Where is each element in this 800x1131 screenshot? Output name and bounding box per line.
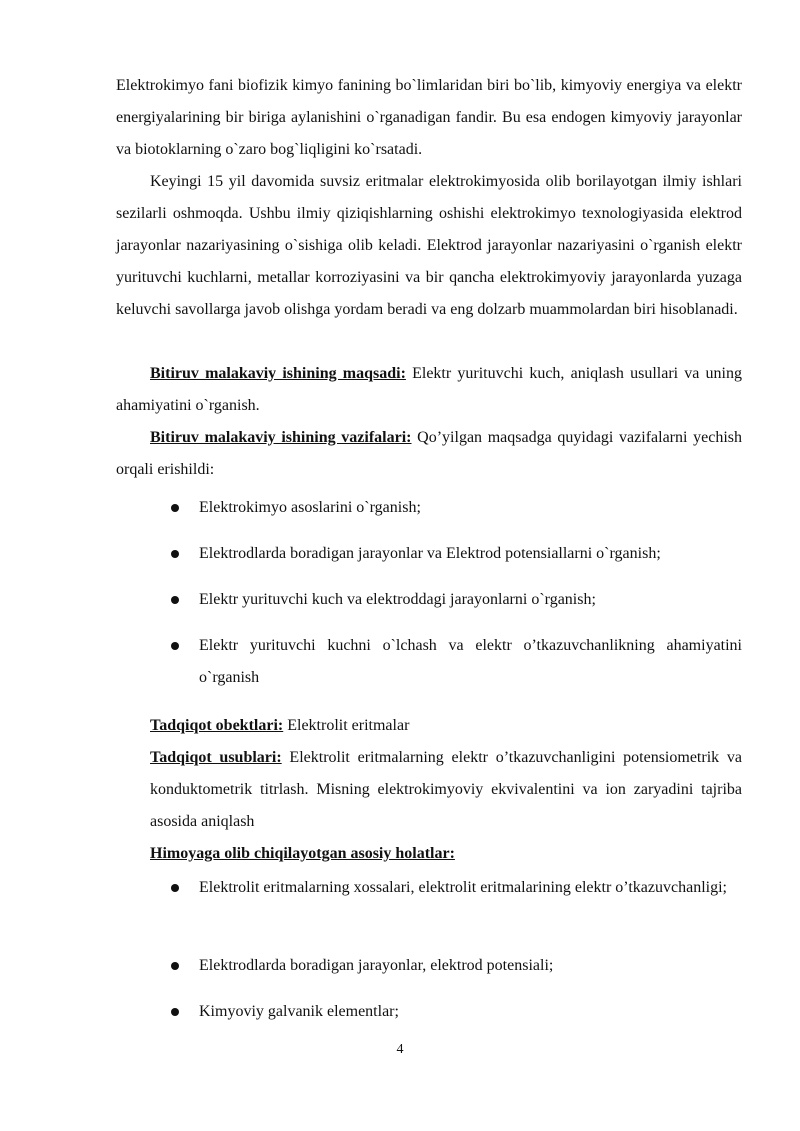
goal-paragraph [116, 358, 742, 422]
task-item: Elektr yurituvchi kuch va elektroddagi jarayonlarni o`rganish; [199, 591, 596, 608]
objects-heading: Tadqiqot obektlari: [150, 717, 284, 734]
objects-paragraph [150, 710, 742, 742]
bullet-icon [171, 962, 179, 970]
goal-heading: Bitiruv malakaviy ishining maqsadi: [150, 365, 406, 382]
context-paragraph: Keyingi 15 yil davomida suvsiz eritmalar elektrokimyosida olib borilayotgan ilmiy ishlari sezilarli oshmoqda. Ushbu ilmiy qiziqishlarning oshishi elektrokimyo texnologiyasida elektrod jarayonlar nazariyasining o`sishiga olib keladi. Elektrod jarayonlar nazariyasini o`rganish elektr yurituvchi kuchlarni, metallar korroziyasini va bir qancha elektrokimyoviy jarayonlarda yuzaga keluvchi savollarga javob olishga yordam beradi va eng dolzarb muammolardan biri hisoblanadi. [116, 173, 742, 318]
intro-paragraph: Elektrokimyo fani biofizik kimyo fanining bo`limlaridan biri bo`lib, kimyoviy energiya va elektr energiyalarining bir biriga aylanishini o`rganadigan fandir. Bu esa endogen kimyoviy jarayonlar va biotoklarning o`zaro bog`liqligini ko`rsatadi. [116, 77, 742, 158]
defense-item: Elektrodlarda boradigan jarayonlar, elektrod potensiali; [199, 957, 554, 974]
defense-heading-line [150, 838, 742, 870]
bullet-icon [171, 596, 179, 604]
task-item: Elektrodlarda boradigan jarayonlar va Elektrod potensiallarni o`rganish; [199, 545, 661, 562]
tasks-heading: Bitiruv malakaviy ishining vazifalari: [150, 429, 412, 446]
bullet-icon [171, 504, 179, 512]
bullet-icon [171, 642, 179, 650]
tasks-text: Qo’yilgan maqsadga quyidagi vazifalarni yechish orqali erishildi: [116, 429, 742, 478]
methods-heading: Tadqiqot usublari: [150, 749, 282, 766]
page-number: 4 [396, 1042, 404, 1057]
goal-text: Elektr yurituvchi kuch, aniqlash usullari va uning ahamiyatini o`rganish. [116, 365, 743, 414]
task-item: Elektrokimyo asoslarini o`rganish; [199, 499, 421, 516]
tasks-paragraph [116, 422, 742, 486]
methods-text: Elektrolit eritmalarning elektr o’tkazuvchanligini potensiometrik va konduktometrik titrlash. Misning elektrokimyoviy ekvivalentini va ion zaryadini tajriba asosida aniqlash [150, 749, 742, 830]
defense-item: Kimyoviy galvanik elementlar; [199, 1003, 399, 1020]
task-item: Elektr yurituvchi kuchni o`lchash va elektr o’tkazuvchanlikning ahamiyatini o`rganish [199, 637, 742, 686]
defense-heading: Himoyaga olib chiqilayotgan asosiy holatlar: [150, 845, 455, 862]
bullet-icon [171, 550, 179, 558]
methods-paragraph [150, 742, 742, 838]
bullet-icon [171, 1008, 179, 1016]
bullet-icon [171, 884, 179, 892]
defense-item: Elektrolit eritmalarning xossalari, elektrolit eritmalarining elektr o’tkazuvchanligi; [199, 879, 727, 896]
objects-text: Elektrolit eritmalar [283, 717, 410, 734]
